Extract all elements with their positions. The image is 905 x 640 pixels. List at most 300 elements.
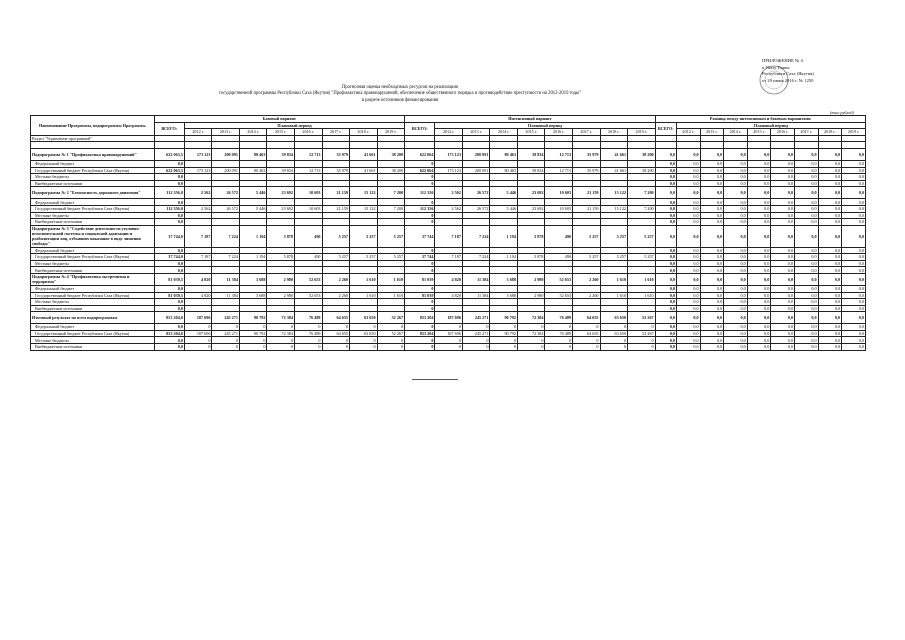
row-name-cell: Внебюджетные источники (31, 305, 155, 312)
header-year-cell: 2014 г. (490, 129, 518, 136)
value-cell: 0,0 (794, 330, 818, 337)
value-cell: 0,0 (700, 273, 724, 285)
value-cell: 0,0 (771, 174, 795, 181)
value-cell (490, 305, 518, 312)
value-cell: 0,0 (771, 273, 795, 285)
value-cell: 0,0 (655, 312, 676, 324)
value-cell (600, 160, 628, 167)
value-cell: 76 489 (294, 330, 322, 337)
value-cell: 0,0 (700, 180, 724, 187)
value-cell (462, 212, 490, 219)
value-cell: 0,0 (724, 260, 748, 267)
value-cell: 0,0 (771, 199, 795, 206)
value-cell: 112 356,0 (154, 187, 184, 199)
header-group-base: Базовый вариант (154, 116, 405, 123)
value-cell: 1 610 (600, 273, 628, 285)
value-cell: 15 122 (600, 187, 628, 199)
header-period: Плановый период (435, 122, 655, 129)
value-cell (212, 160, 240, 167)
header-group-difference: Разница между интенсивным и базовым вариантами (655, 116, 865, 123)
value-cell: 0,0 (700, 219, 724, 226)
value-cell: 5 446 (490, 187, 518, 199)
value-cell: 63 650 (350, 330, 378, 337)
value-cell: 10 603 (545, 205, 573, 212)
value-cell (573, 174, 601, 181)
value-cell (239, 135, 267, 142)
value-cell: 41 661 (350, 148, 378, 160)
value-cell (435, 299, 463, 306)
value-cell: 2 562 (435, 187, 463, 199)
value-cell: 0,0 (724, 225, 748, 247)
table-row (31, 174, 866, 181)
value-cell: 0,0 (818, 337, 842, 344)
value-cell: 2 260 (573, 292, 601, 299)
value-cell: 38 200 (628, 167, 656, 174)
value-cell (490, 299, 518, 306)
header-year-cell: 2017 г. (322, 129, 350, 136)
value-cell: 0,0 (676, 344, 700, 351)
value-cell: 0,0 (154, 344, 184, 351)
value-cell: 0,0 (700, 312, 724, 324)
value-cell (350, 160, 378, 167)
value-cell: 112 356,0 (154, 205, 184, 212)
value-cell: 2 980 (517, 292, 545, 299)
value-cell (545, 267, 573, 274)
value-cell: 0,0 (794, 180, 818, 187)
value-cell: 0 (377, 337, 405, 344)
value-cell (294, 305, 322, 312)
value-cell: 26 572 (462, 205, 490, 212)
header-year-cell: 2012 г. (435, 129, 463, 136)
value-cell: 0,0 (747, 299, 771, 306)
value-cell: 0,0 (676, 180, 700, 187)
subprogram-row (31, 148, 866, 160)
value-cell: 0,0 (655, 324, 676, 331)
value-cell (322, 174, 350, 181)
value-cell: 72 384 (517, 330, 545, 337)
header-year-cell: 2018 г. (818, 129, 842, 136)
subprogram-row (31, 225, 866, 247)
value-cell: 0,0 (747, 212, 771, 219)
header-year-cell: 2012 г. (184, 129, 212, 136)
row-name-cell: Местные бюджеты (31, 299, 155, 306)
value-cell: 0 (573, 324, 601, 331)
value-cell (600, 305, 628, 312)
table-row (31, 160, 866, 167)
value-cell: 0,0 (154, 285, 184, 292)
value-cell (517, 212, 545, 219)
value-cell: 0,0 (676, 205, 700, 212)
value-cell: 490 (545, 225, 573, 247)
subprogram-row (31, 312, 866, 324)
header-year-cell: 2014 г. (724, 129, 748, 136)
value-cell (154, 135, 184, 142)
value-cell: 11 384 (462, 292, 490, 299)
value-cell: 622 063,5 (154, 148, 184, 160)
value-cell: 5 446 (490, 205, 518, 212)
value-cell: 0,0 (747, 174, 771, 181)
value-cell: 0 (405, 212, 435, 219)
table-body (31, 135, 866, 350)
value-cell (600, 135, 628, 142)
value-cell: 10 603 (294, 187, 322, 199)
value-cell: 0,0 (724, 174, 748, 181)
value-cell: 0,0 (818, 199, 842, 206)
value-cell (212, 174, 240, 181)
value-cell: 0,0 (794, 219, 818, 226)
value-cell: 3 688 (490, 273, 518, 285)
table-row (31, 180, 866, 187)
value-cell: 0,0 (700, 205, 724, 212)
header-year-cell: 2012 г. (676, 129, 700, 136)
value-cell: 0,0 (747, 219, 771, 226)
value-cell: 0,0 (771, 247, 795, 254)
value-cell: 7 200 (628, 187, 656, 199)
value-cell (239, 212, 267, 219)
value-cell (267, 305, 295, 312)
value-cell: 0,0 (818, 324, 842, 331)
row-name-cell: Федеральный бюджет (31, 324, 155, 331)
value-cell: 0,0 (700, 167, 724, 174)
value-cell: 90 792 (490, 312, 518, 324)
value-cell: 5 878 (517, 225, 545, 247)
value-cell: 0,0 (724, 148, 748, 160)
value-cell: 0,0 (700, 330, 724, 337)
table-row (31, 337, 866, 344)
value-cell: 0,0 (676, 160, 700, 167)
value-cell: 0 (517, 337, 545, 344)
value-cell (573, 219, 601, 226)
value-cell: 0 (545, 337, 573, 344)
value-cell: 0,0 (771, 312, 795, 324)
value-cell: 0,0 (771, 337, 795, 344)
value-cell: 0,0 (700, 267, 724, 274)
value-cell (435, 285, 463, 292)
header-year-cell: 2015 г. (517, 129, 545, 136)
header-year-cell: 2018 г. (600, 129, 628, 136)
value-cell: 0 (600, 324, 628, 331)
value-cell (377, 305, 405, 312)
value-cell (322, 219, 350, 226)
value-cell: 0 (628, 344, 656, 351)
value-cell: 0,0 (676, 174, 700, 181)
value-cell: 0,0 (747, 180, 771, 187)
value-cell: 0 (294, 324, 322, 331)
approval-line: к Указу Главы (762, 64, 790, 70)
value-cell: 12 713 (294, 167, 322, 174)
value-cell: 2 980 (267, 273, 295, 285)
value-cell (628, 142, 656, 149)
value-cell: 0,0 (154, 260, 184, 267)
value-cell: 0 (405, 324, 435, 331)
row-name-cell: Местные бюджеты (31, 260, 155, 267)
value-cell: 64 655 (573, 330, 601, 337)
value-cell: 52 653 (294, 292, 322, 299)
value-cell: 0,0 (771, 160, 795, 167)
value-cell: 0,0 (818, 174, 842, 181)
value-cell: 0,0 (771, 260, 795, 267)
value-cell (545, 299, 573, 306)
value-cell: 0,0 (655, 254, 676, 261)
value-cell: 63 650 (350, 312, 378, 324)
title-line: Прогнозная оценка необходимых ресурсов на реализацию (341, 85, 459, 90)
value-cell (490, 135, 518, 142)
value-cell (462, 260, 490, 267)
value-cell (350, 260, 378, 267)
table-row (31, 267, 866, 274)
value-cell (628, 212, 656, 219)
value-cell: 52 653 (545, 273, 573, 285)
value-cell (490, 285, 518, 292)
value-cell (573, 212, 601, 219)
value-cell (517, 260, 545, 267)
value-cell: 0,0 (700, 344, 724, 351)
value-cell: 0,0 (842, 305, 866, 312)
value-cell: 0,0 (700, 212, 724, 219)
header-total: ВСЕГО: (655, 122, 676, 135)
table-row (31, 292, 866, 299)
value-cell: 0,0 (794, 247, 818, 254)
value-cell: 0,0 (794, 167, 818, 174)
value-cell: 0,0 (655, 174, 676, 181)
value-cell (628, 247, 656, 254)
value-cell (490, 267, 518, 274)
value-cell: 0,0 (842, 247, 866, 254)
header-period: Плановый период (184, 122, 404, 129)
table-row (31, 212, 866, 219)
value-cell: 0,0 (655, 273, 676, 285)
value-cell (377, 219, 405, 226)
value-cell: 0,0 (676, 260, 700, 267)
value-cell: 0,0 (676, 292, 700, 299)
row-name-cell: Внебюджетные источники (31, 344, 155, 351)
value-cell: 7 187 (435, 225, 463, 247)
value-cell (267, 212, 295, 219)
value-cell: 4 820 (184, 273, 212, 285)
value-cell (462, 174, 490, 181)
value-cell: 0,0 (676, 219, 700, 226)
value-cell: 15 122 (600, 205, 628, 212)
value-cell: 187 696 (184, 312, 212, 324)
value-cell: 0,0 (842, 260, 866, 267)
value-cell: 0,0 (747, 330, 771, 337)
value-cell (700, 135, 724, 142)
value-cell (239, 260, 267, 267)
units-label: (тыс.рублей) (830, 110, 854, 115)
value-cell: 0,0 (655, 160, 676, 167)
value-cell: 0,0 (655, 148, 676, 160)
value-cell: 0 (573, 344, 601, 351)
title-line: государственной программы Республики Саха (Якутия) "Профилактика правонарушений, обеспечение общественного порядка и противодействие преступности на 2012-2019 годы" (218, 91, 582, 97)
value-cell (322, 285, 350, 292)
value-cell: 23 692 (517, 187, 545, 199)
table-row (31, 330, 866, 337)
value-cell: 0 (405, 199, 435, 206)
value-cell (545, 160, 573, 167)
value-cell: 0,0 (655, 219, 676, 226)
value-cell (377, 199, 405, 206)
value-cell: 52 267 (628, 312, 656, 324)
value-cell (462, 305, 490, 312)
value-cell: 0,0 (818, 267, 842, 274)
value-cell (545, 247, 573, 254)
value-cell (628, 160, 656, 167)
value-cell: 64 655 (322, 312, 350, 324)
subprogram-row (31, 273, 866, 285)
value-cell (350, 247, 378, 254)
value-cell (350, 305, 378, 312)
value-cell: 64 655 (322, 330, 350, 337)
value-cell (794, 135, 818, 142)
value-cell: 39 834 (267, 148, 295, 160)
value-cell: 0 (212, 324, 240, 331)
value-cell: 0,0 (655, 292, 676, 299)
value-cell (462, 160, 490, 167)
value-cell (212, 260, 240, 267)
value-cell (462, 180, 490, 187)
value-cell: 0,0 (794, 305, 818, 312)
value-cell (435, 135, 463, 142)
value-cell: 245 271 (462, 312, 490, 324)
header-year-cell: 2013 г. (212, 129, 240, 136)
value-cell (184, 285, 212, 292)
value-cell (842, 142, 866, 149)
value-cell: 0,0 (771, 187, 795, 199)
value-cell: 5 446 (239, 187, 267, 199)
value-cell: 0,0 (747, 167, 771, 174)
value-cell (212, 142, 240, 149)
value-cell (184, 267, 212, 274)
value-cell: 0,0 (676, 167, 700, 174)
table-row (31, 260, 866, 267)
value-cell: 0,0 (747, 260, 771, 267)
value-cell (435, 212, 463, 219)
value-cell: 3 688 (239, 292, 267, 299)
value-cell (267, 267, 295, 274)
value-cell: 0,0 (154, 305, 184, 312)
value-cell: 0,0 (818, 187, 842, 199)
value-cell: 0,0 (794, 205, 818, 212)
table-row (31, 305, 866, 312)
value-cell: 0,0 (794, 324, 818, 331)
value-cell: 853 204,0 (154, 330, 184, 337)
value-cell (517, 219, 545, 226)
value-cell (184, 142, 212, 149)
value-cell (294, 299, 322, 306)
value-cell (545, 305, 573, 312)
value-cell: 853 204 (405, 312, 435, 324)
value-cell: 0,0 (747, 199, 771, 206)
value-cell: 0,0 (676, 199, 700, 206)
table-row (31, 299, 866, 306)
value-cell: 0,0 (747, 312, 771, 324)
value-cell: 0 (462, 337, 490, 344)
value-cell: 0,0 (842, 324, 866, 331)
value-cell (212, 180, 240, 187)
value-cell (377, 160, 405, 167)
value-cell: 5 257 (600, 254, 628, 261)
value-cell: 0,0 (700, 305, 724, 312)
value-cell: 0,0 (771, 285, 795, 292)
value-cell: 173 123 (435, 167, 463, 174)
value-cell (724, 142, 748, 149)
value-cell: 5 257 (628, 225, 656, 247)
approval-block (762, 58, 894, 84)
value-cell: 11 384 (212, 292, 240, 299)
header-total: ВСЕГО: (405, 122, 435, 135)
footer-rule (412, 379, 458, 380)
value-cell: 0 (435, 337, 463, 344)
value-cell: 0,0 (842, 167, 866, 174)
value-cell: 0,0 (724, 312, 748, 324)
value-cell: 0,0 (655, 225, 676, 247)
value-cell: 0,0 (818, 273, 842, 285)
value-cell: 0,0 (747, 187, 771, 199)
value-cell: 490 (294, 225, 322, 247)
value-cell: 0,0 (655, 180, 676, 187)
value-cell (322, 212, 350, 219)
header-period: Плановый период (676, 122, 865, 129)
value-cell: 0,0 (724, 305, 748, 312)
value-cell (462, 299, 490, 306)
value-cell: 21 159 (573, 187, 601, 199)
value-cell (818, 135, 842, 142)
value-cell (377, 299, 405, 306)
value-cell: 0 (184, 324, 212, 331)
row-name-cell: Государственный бюджет Республики Саха (Якутия) (31, 330, 155, 337)
value-cell: 81 039 (405, 292, 435, 299)
value-cell: 0,0 (842, 344, 866, 351)
value-cell: 1 610 (350, 292, 378, 299)
value-cell: 0,0 (700, 225, 724, 247)
row-name-cell: Итоговый результат по всем подпрограммам (31, 312, 155, 324)
value-cell: 0,0 (818, 219, 842, 226)
value-cell: 81 039 (405, 273, 435, 285)
value-cell: 173 123 (184, 167, 212, 174)
value-cell: 37 744 (405, 254, 435, 261)
value-cell (405, 135, 435, 142)
value-cell (794, 142, 818, 149)
value-cell: 7 200 (377, 187, 405, 199)
value-cell: 5 446 (239, 205, 267, 212)
row-name-cell: Федеральный бюджет (31, 199, 155, 206)
value-cell (462, 199, 490, 206)
value-cell (239, 247, 267, 254)
value-cell: 245 271 (212, 312, 240, 324)
value-cell (600, 260, 628, 267)
value-cell: 7 187 (184, 225, 212, 247)
value-cell: 21 159 (322, 187, 350, 199)
value-cell (239, 160, 267, 167)
value-cell (239, 219, 267, 226)
row-name-cell: Подпрограмма № 4 "Профилактика экстремизма и терроризма" (31, 273, 155, 285)
approval-line: от 29 июня 2016 г. № 1250 (762, 77, 814, 83)
value-cell: 2 260 (573, 273, 601, 285)
value-cell: 0,0 (747, 205, 771, 212)
value-cell (490, 174, 518, 181)
value-cell (294, 247, 322, 254)
value-cell: 39 834 (517, 167, 545, 174)
value-cell: 0,0 (655, 199, 676, 206)
value-cell (545, 142, 573, 149)
value-cell: 0,0 (794, 337, 818, 344)
value-cell (212, 299, 240, 306)
value-cell: 0 (184, 344, 212, 351)
value-cell: 0 (405, 299, 435, 306)
value-cell: 63 650 (600, 312, 628, 324)
value-cell: 0,0 (842, 312, 866, 324)
value-cell (350, 299, 378, 306)
